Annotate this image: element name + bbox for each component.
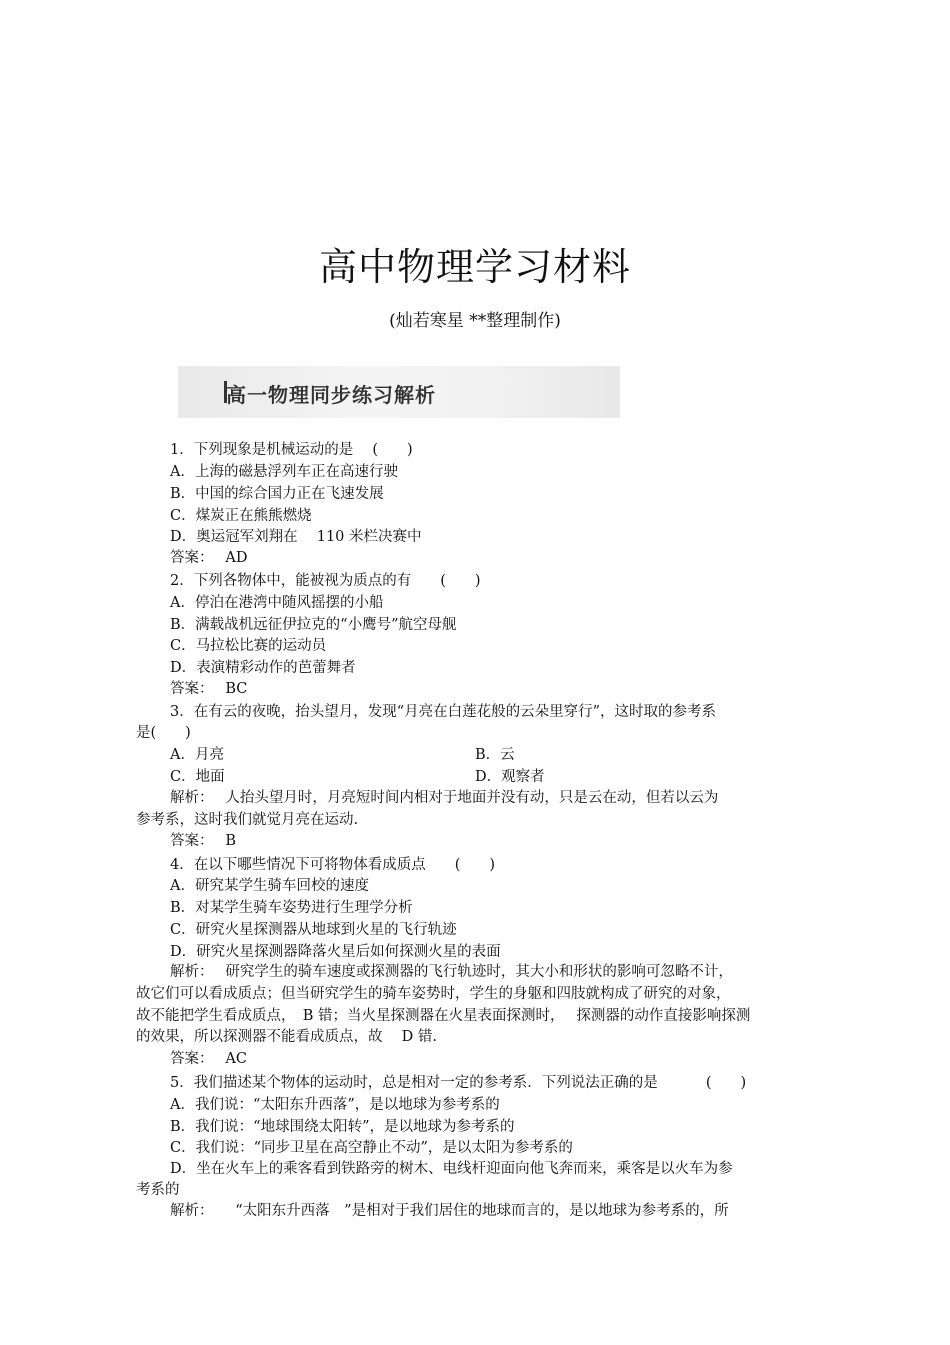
option-line: B．我们说：“地球围绕太阳转”，是以地球为参考系的: [170, 1119, 515, 1135]
option-line: D．坐在火车上的乘客看到铁路旁的树木、电线杆迎面向他飞奔而来，乘客是以火车为参: [170, 1161, 733, 1177]
option-line: C．煤炭正在熊熊燃烧: [170, 508, 312, 524]
option-line: B．云: [475, 747, 515, 763]
question-3: 3．在有云的夜晚，抬头望月，发现“月亮在白莲花般的云朵里穿行”，这时取的参考系: [170, 704, 717, 720]
analysis-line: 解析： 人抬头望月时，月亮短时间内相对于地面并没有动，只是云在动，但若以云为: [170, 790, 719, 806]
analysis-line: 的效果，所以探测器不能看成质点，故 D 错.: [136, 1029, 437, 1045]
page-title: 高中物理学习材料: [318, 245, 631, 289]
option-line: A．上海的磁悬浮列车正在高速行驶: [170, 464, 398, 480]
option-line: D．表演精彩动作的芭蕾舞者: [170, 660, 356, 676]
analysis-line: 解析： “太阳东升西落 ”是相对于我们居住的地球而言的，是以地球为参考系的，所: [170, 1203, 729, 1219]
option-line: A．月亮: [170, 747, 224, 763]
answer-line: 答案： B: [170, 833, 237, 849]
option-line: A．研究某学生骑车回校的速度: [170, 878, 369, 894]
page-subtitle: (灿若寒星 **整理制作): [389, 311, 561, 331]
analysis-line: 故它们可以看成质点；但当研究学生的骑车姿势时，学生的身躯和四肢就构成了研究的对象，: [136, 986, 731, 1002]
analysis-line: 解析： 研究学生的骑车速度或探测器的飞行轨迹时，其大小和形状的影响可忽略不计，: [170, 964, 733, 980]
question-2: 2．下列各物体中，能被视为质点的有 ( ): [170, 573, 481, 589]
section-banner: [178, 366, 620, 418]
option-line: D．奥运冠军刘翔在 110 米栏决赛中: [170, 529, 422, 545]
analysis-line: 参考系，这时我们就觉月亮在运动.: [136, 812, 359, 828]
answer-line: 答案： BC: [170, 681, 248, 697]
question-1: 1．下列现象是机械运动的是 ( ): [170, 442, 413, 458]
banner-title: 高一物理同步练习解析: [226, 383, 436, 407]
option-line: C．研究火星探测器从地球到火星的飞行轨迹: [170, 922, 457, 938]
option-line: A．停泊在港湾中随风摇摆的小船: [170, 595, 384, 611]
option-line: C．马拉松比赛的运动员: [170, 638, 327, 654]
answer-line: 答案： AC: [170, 1051, 247, 1067]
question-3-cont: 是( ): [136, 725, 191, 741]
question-5: 5．我们描述某个物体的运动时，总是相对一定的参考系．下列说法正确的是 ( ): [170, 1075, 747, 1091]
option-line: C．我们说：“同步卫星在高空静止不动”，是以太阳为参考系的: [170, 1140, 573, 1156]
option-line-cont: 考系的: [136, 1182, 180, 1198]
question-4: 4．在以下哪些情况下可将物体看成质点 ( ): [170, 857, 496, 873]
option-line: B．对某学生骑车姿势进行生理学分析: [170, 900, 413, 916]
option-line: A．我们说：“太阳东升西落”，是以地球为参考系的: [170, 1097, 500, 1113]
option-line: D．观察者: [475, 769, 545, 785]
answer-line: 答案： AD: [170, 550, 248, 566]
option-line: C．地面: [170, 769, 225, 785]
analysis-line: 故不能把学生看成质点， B 错；当火星探测器在火星表面探测时， 探测器的动作直接影响探测: [136, 1008, 751, 1024]
option-line: D．研究火星探测器降落火星后如何探测火星的表面: [170, 944, 501, 960]
option-line: B．中国的综合国力正在飞速发展: [170, 486, 384, 502]
option-line: B．满载战机远征伊拉克的“小鹰号”航空母舰: [170, 617, 457, 633]
